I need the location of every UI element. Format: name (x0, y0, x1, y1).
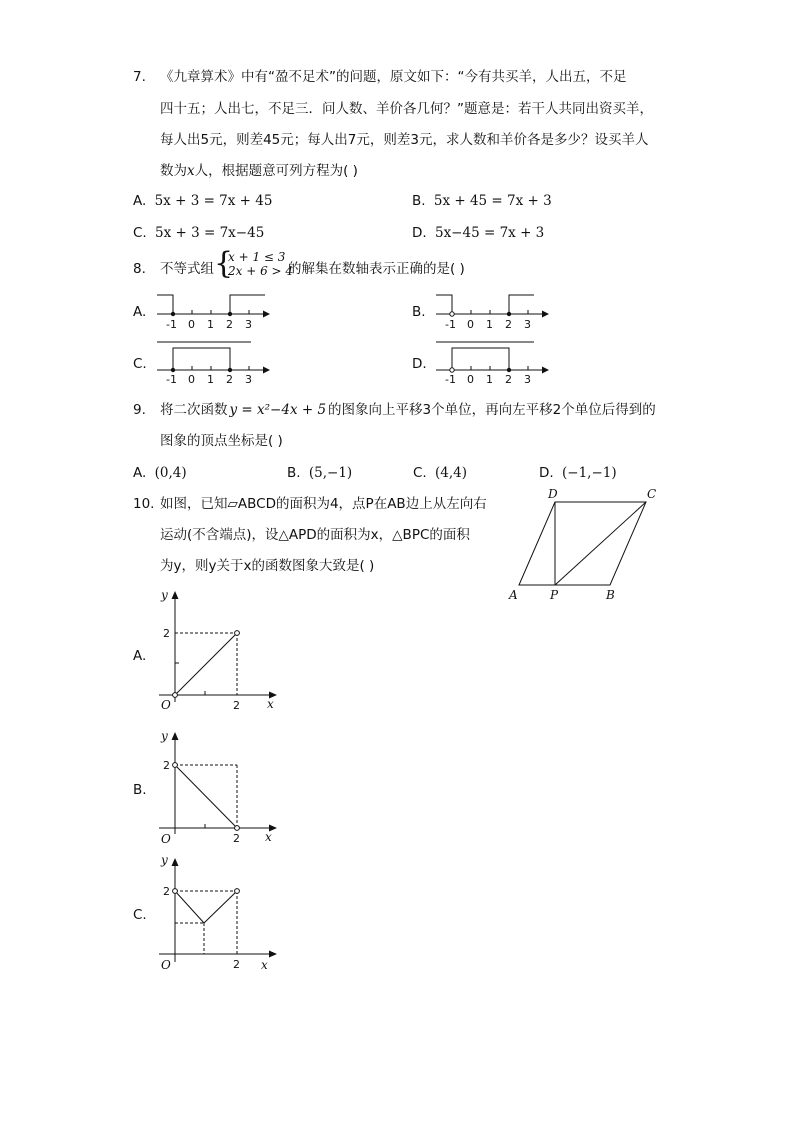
option-label: C. (133, 225, 147, 241)
y-axis-label: y (161, 729, 168, 743)
option-label: A. (133, 465, 147, 481)
option-label: B. (287, 465, 301, 481)
option-label: C. (413, 465, 427, 481)
q8-option-a-numberline[interactable] (155, 290, 275, 330)
vertex-label-p: P (550, 588, 559, 602)
option-label: D. (412, 225, 427, 241)
q7-line4 (160, 162, 358, 180)
q9-option-a[interactable] (133, 464, 187, 482)
q7-line2: 四十五；人出七，不足三．问人数、羊价各几何？”题意是：若干人共同出资买羊， (160, 101, 653, 117)
q8-brace: { (214, 246, 234, 281)
q7-line4-post: 人，根据题意可列方程为( ) (194, 163, 358, 179)
q9-function: y = x²−4x + 5 (229, 402, 327, 418)
option-text: 5x + 3 = 7x + 45 (154, 193, 273, 209)
tick-label: -1 (166, 318, 177, 331)
q10-option-c-label[interactable]: C. (133, 907, 147, 923)
tick-label: 3 (245, 318, 252, 331)
y-axis-label: y (161, 588, 168, 602)
tick-label: 1 (486, 373, 493, 386)
tick-label: -1 (445, 318, 456, 331)
tick-label: 2 (226, 373, 233, 386)
option-text: 5x + 45 = 7x + 3 (433, 193, 552, 209)
q7-option-b[interactable] (412, 192, 552, 210)
q9-number: 9. (133, 402, 146, 418)
x-axis-label: x (265, 830, 272, 844)
option-text: (−1,−1) (561, 465, 617, 481)
tick-label: 0 (188, 373, 195, 386)
q9-line1-post: 的图象向上平移3个单位，再向左平移2个单位后得到的 (328, 402, 656, 418)
q7-number: 7. (133, 69, 146, 85)
x-axis-label: x (267, 697, 274, 711)
q7-line4-pre: 数为 (160, 163, 187, 179)
q10-option-b-graph[interactable] (155, 728, 285, 846)
tick-label: 2 (226, 318, 233, 331)
tick-label: 3 (245, 373, 252, 386)
origin-label: O (161, 698, 171, 712)
option-label: B. (412, 193, 426, 209)
q9-line1-pre: 将二次函数 (160, 402, 228, 418)
tick-label: 0 (188, 318, 195, 331)
vertex-label-b: B (606, 588, 615, 602)
tick-label: 3 (524, 373, 531, 386)
option-label: A. (133, 193, 147, 209)
tick-label: 1 (207, 373, 214, 386)
q9-line2: 图象的顶点坐标是( ) (160, 433, 283, 449)
x-tick-label: 2 (233, 699, 240, 712)
tick-label: -1 (445, 373, 456, 386)
tick-label: 3 (524, 318, 531, 331)
q10-option-c-graph[interactable] (155, 852, 285, 972)
q10-parallelogram-figure (505, 487, 675, 602)
q10-option-a-label[interactable]: A. (133, 648, 147, 664)
q10-line1: 如图，已知▱ABCD的面积为4，点P在AB边上从左向右 (160, 496, 487, 512)
x-tick-label: 2 (233, 958, 240, 971)
q7-option-d[interactable] (412, 224, 544, 242)
tick-label: 2 (505, 318, 512, 331)
q10-line3: 为y，则y关于x的函数图象大致是( ) (160, 558, 375, 574)
tick-label: 1 (207, 318, 214, 331)
q8-option-b-label[interactable]: B. (412, 304, 426, 320)
q8-option-b-numberline[interactable] (434, 290, 554, 330)
x-axis-label: x (261, 958, 268, 972)
q8-pre: 不等式组 (160, 261, 214, 277)
q9-option-c[interactable] (413, 464, 467, 482)
vertex-label-a: A (509, 588, 518, 602)
q8-option-a-label[interactable]: A. (133, 304, 147, 320)
option-text: 5x + 3 = 7x−45 (155, 225, 265, 241)
option-text: (4,4) (435, 465, 468, 481)
q8-inequality-1: x + 1 ≤ 3 (228, 250, 286, 264)
y-tick-label: 2 (163, 627, 170, 640)
origin-label: O (161, 832, 171, 846)
q8-option-c-label[interactable]: C. (133, 356, 147, 372)
vertex-label-d: D (548, 487, 558, 501)
x-tick-label: 2 (233, 832, 240, 845)
y-tick-label: 2 (163, 759, 170, 772)
q8-number: 8. (133, 261, 146, 277)
tick-label: 2 (505, 373, 512, 386)
tick-label: 0 (467, 318, 474, 331)
origin-label: O (161, 958, 171, 972)
q8-inequality-2: 2x + 6 > 4 (228, 264, 294, 278)
y-tick-label: 2 (163, 885, 170, 898)
q8-option-d-numberline[interactable] (434, 338, 554, 386)
q9-option-b[interactable] (287, 464, 352, 482)
q7-option-c[interactable] (133, 224, 264, 242)
q8-option-c-numberline[interactable] (155, 338, 275, 386)
q7-option-a[interactable] (133, 192, 272, 210)
y-axis-label: y (161, 853, 168, 867)
option-text: (5,−1) (308, 465, 353, 481)
tick-label: 1 (486, 318, 493, 331)
q9-option-d[interactable] (539, 464, 617, 482)
q10-line2: 运动(不含端点)，设△APD的面积为x，△BPC的面积 (160, 527, 470, 543)
q7-line3: 每人出5元，则差45元；每人出7元，则差3元，求人数和羊价各是多少？设买羊人 (160, 132, 649, 148)
q7-line1: 《九章算术》中有“盈不足术”的问题，原文如下：“今有共买羊，人出五，不足 (160, 69, 627, 85)
option-label: D. (539, 465, 554, 481)
vertex-label-c: C (647, 487, 657, 501)
q7-line4-var: x (187, 163, 195, 179)
q10-option-a-graph[interactable] (155, 587, 285, 717)
q10-number: 10. (133, 496, 155, 512)
option-text: 5x−45 = 7x + 3 (434, 225, 545, 241)
tick-label: -1 (166, 373, 177, 386)
q8-post: 的解集在数轴表示正确的是( ) (288, 261, 465, 277)
q9-line1 (160, 401, 656, 419)
tick-label: 0 (467, 373, 474, 386)
q10-option-b-label[interactable]: B. (133, 782, 147, 798)
option-text: (0,4) (154, 465, 187, 481)
q8-option-d-label[interactable]: D. (412, 356, 427, 372)
